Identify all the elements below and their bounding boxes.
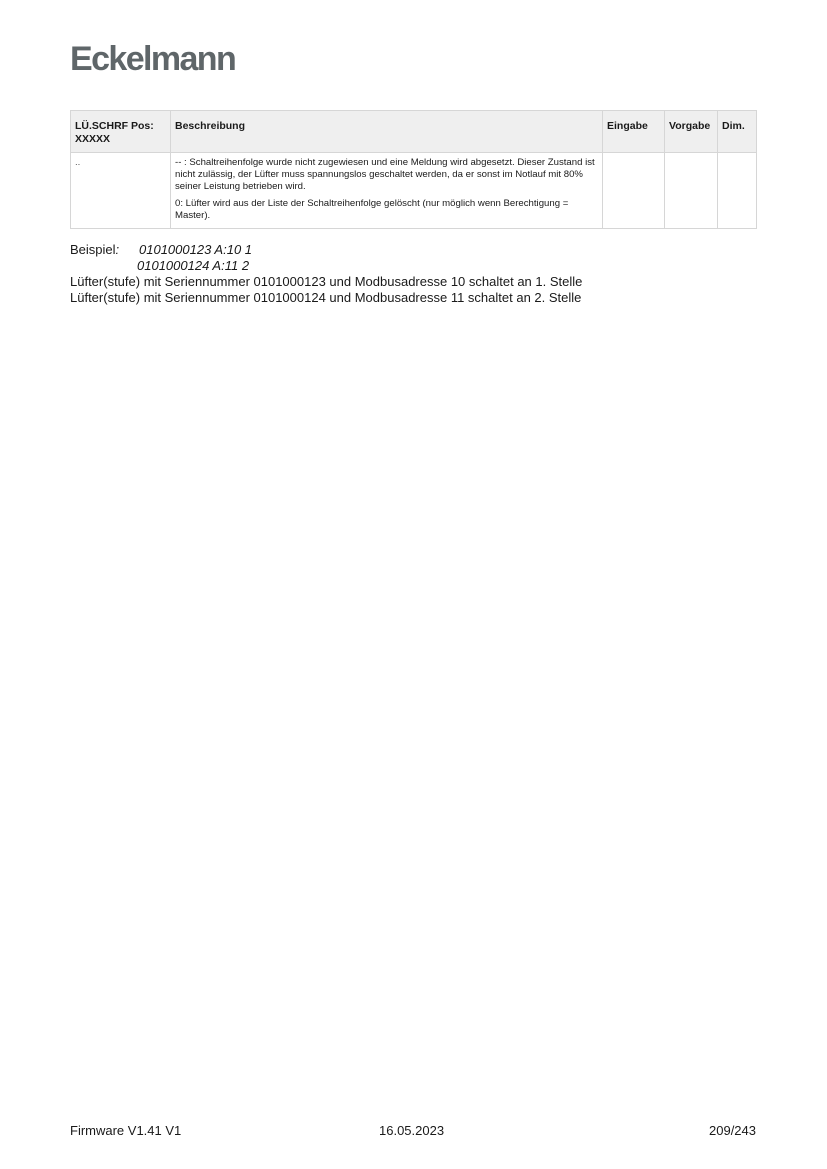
parameter-table xyxy=(70,110,757,229)
example-explanation-1: Lüfter(stufe) mit Seriennummer 0101000123 und Modbusadresse 10 schaltet an 1. Stelle xyxy=(70,274,583,289)
footer-page-number: 209/243 xyxy=(709,1123,756,1138)
example-block xyxy=(70,242,770,306)
table-row xyxy=(71,153,757,229)
header-input: Eingabe xyxy=(603,111,665,153)
header-dimension: Dim. xyxy=(718,111,757,153)
header-default: Vorgabe xyxy=(665,111,718,153)
cell-default xyxy=(665,153,718,229)
header-position: LÜ.SCHRF Pos: XXXXX xyxy=(71,111,171,153)
example-value-1: 0101000123 A:10 1 xyxy=(139,242,253,257)
example-explanation-2: Lüfter(stufe) mit Seriennummer 0101000124 und Modbusadresse 11 schaltet an 2. Stelle xyxy=(70,290,582,305)
cell-dimension xyxy=(718,153,757,229)
description-paragraph-1: -- : Schaltreihenfolge wurde nicht zugewiesen und eine Meldung wird abgesetzt. Dieser Zustand ist nicht zulässig, der Lüfter muss spannungslos geschaltet werden, da er sonst im Notlauf mit 80% seiner Leistung betrieben wird. xyxy=(175,157,595,192)
example-row-1 xyxy=(70,242,770,258)
table-header-row xyxy=(71,111,757,153)
example-row-2 xyxy=(70,258,770,274)
cell-input xyxy=(603,153,665,229)
example-label: Beispiel xyxy=(70,242,116,257)
company-logo: Eckelmann xyxy=(70,40,236,78)
example-colon: : xyxy=(115,242,120,257)
footer-firmware: Firmware V1.41 V1 xyxy=(70,1123,182,1138)
example-value-2: 0101000124 A:11 2 xyxy=(137,258,250,273)
footer-date: 16.05.2023 xyxy=(379,1123,445,1138)
example-label-wrap xyxy=(70,242,139,258)
header-description: Beschreibung xyxy=(171,111,603,153)
cell-position: .. xyxy=(71,153,171,229)
cell-description xyxy=(171,153,603,229)
description-paragraph-2: 0: Lüfter wird aus der Liste der Schaltreihenfolge gelöscht (nur möglich wenn Berechtigung = Master). xyxy=(175,198,569,221)
